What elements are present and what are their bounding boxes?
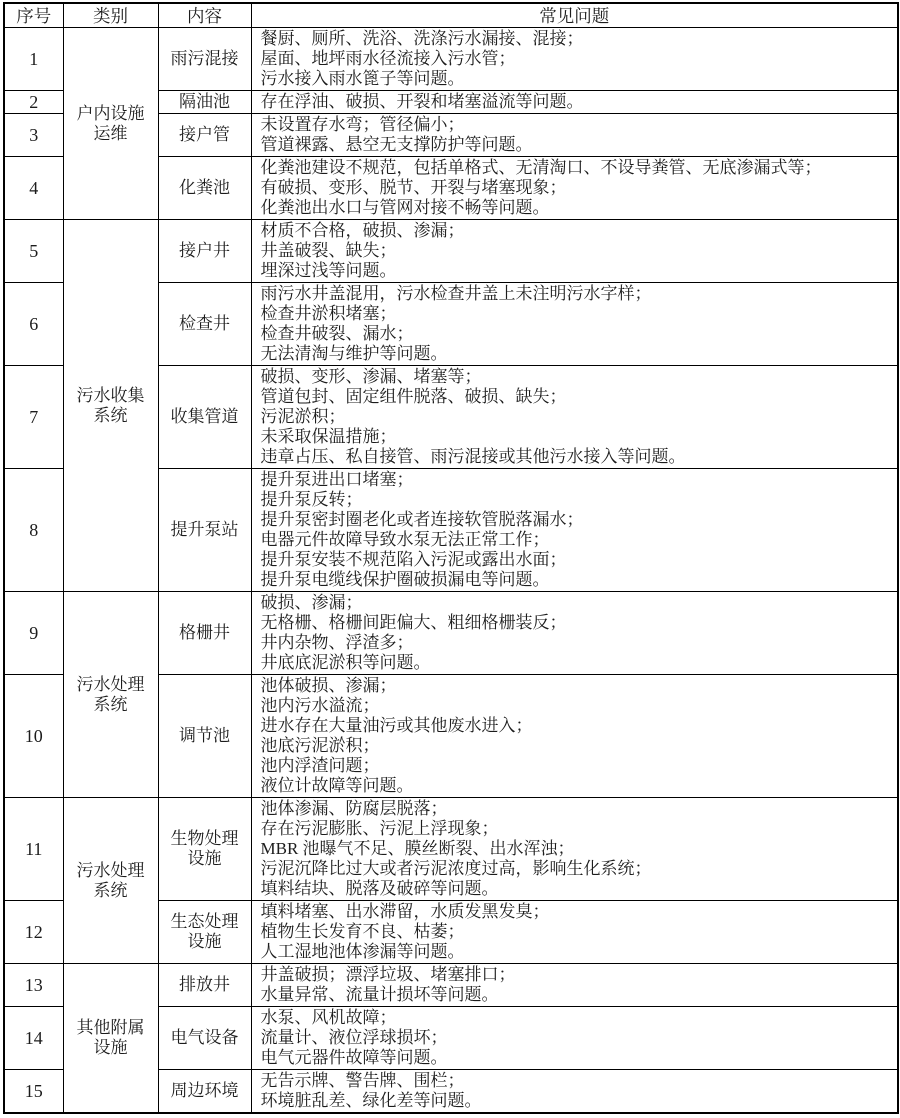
problems-cell-line: 未设置存水弯；管径偏小； [260, 115, 465, 134]
content-cell-line: 收集管道 [170, 407, 239, 426]
content-cell [158, 1070, 251, 1114]
problems-cell-line: 电气元器件故障等问题。 [260, 1048, 448, 1067]
problems-cell-line: 植物生长发育不良、枯萎； [260, 922, 465, 941]
table-row [4, 220, 898, 283]
problems-cell [251, 220, 898, 283]
problems-cell-line: 埋深过浅等问题。 [260, 261, 397, 280]
problems-cell-line: 进水存在大量油污或其他废水进入； [260, 716, 533, 735]
problems-cell [251, 366, 898, 469]
category-cell-line: 系统 [93, 405, 128, 425]
problems-cell-line: 水量异常、流量计损坏等问题。 [260, 985, 499, 1004]
problems-cell-line: 液位计故障等问题。 [260, 776, 414, 795]
content-cell-line: 电气设备 [170, 1028, 239, 1047]
problems-cell [251, 592, 898, 675]
content-cell-line: 排放井 [179, 975, 230, 994]
problems-cell-line: 雨污水井盖混用，污水检查井盖上未注明污水字样； [260, 284, 652, 303]
problems-cell [251, 675, 898, 798]
table-row [4, 964, 898, 1007]
problems-cell-line: 池体渗漏、防腐层脱落； [260, 799, 448, 818]
problems-cell [251, 157, 898, 220]
problems-cell-line: 环境脏乱差、绿化差等问题。 [260, 1091, 482, 1110]
category-cell [63, 220, 158, 592]
problems-cell-line: 检查井破裂、漏水； [260, 324, 414, 343]
header-row [4, 3, 898, 28]
content-cell [158, 964, 251, 1007]
problems-cell-line: 未采取保温措施； [260, 427, 397, 446]
content-cell [158, 114, 251, 157]
problems-cell-line: 有破损、变形、脱节、开裂与堵塞现象； [260, 178, 567, 197]
problems-cell [251, 1007, 898, 1070]
column-header-number: 序号 [4, 3, 63, 28]
problems-cell-line: 管道包封、固定组件脱落、破损、缺失； [260, 387, 567, 406]
content-cell-line: 雨污混接 [170, 49, 239, 68]
row-number-cell: 8 [4, 469, 63, 592]
content-cell [158, 366, 251, 469]
problems-cell-line: 检查井淤积堵塞； [260, 304, 397, 323]
content-cell [158, 469, 251, 592]
content-cell [158, 1007, 251, 1070]
content-cell [158, 675, 251, 798]
category-cell [63, 798, 158, 964]
content-cell-line: 接户井 [179, 241, 230, 260]
problems-cell-line: 存在浮油、破损、开裂和堵塞溢流等问题。 [260, 92, 584, 111]
problems-cell-line: 提升泵密封圈老化或者连接软管脱落漏水； [260, 510, 584, 529]
problems-cell-line: 池内污水溢流； [260, 696, 380, 715]
content-cell-line: 周边环境 [170, 1081, 239, 1100]
problems-cell-line: 违章占压、私自接管、雨污混接或其他污水接入等问题。 [260, 447, 686, 466]
problems-cell-line: 井盖破裂、缺失； [260, 241, 397, 260]
content-cell [158, 283, 251, 366]
problems-cell-line: 无告示牌、警告牌、围栏； [260, 1071, 465, 1090]
row-number-cell: 11 [4, 798, 63, 901]
table-header [4, 3, 898, 28]
problems-cell-line: 提升泵安装不规范陷入污泥或露出水面； [260, 550, 567, 569]
problems-cell-line: 水泵、风机故障； [260, 1008, 397, 1027]
content-cell-line: 检查井 [179, 314, 230, 333]
problems-cell-line: 无法清淘与维护等问题。 [260, 344, 448, 363]
problems-cell-line: 化粪池建设不规范，包括单格式、无清淘口、不设导粪管、无底渗漏式等； [260, 158, 822, 177]
content-cell-line: 格栅井 [179, 623, 230, 642]
problems-cell-line: 材质不合格，破损、渗漏； [260, 221, 465, 240]
content-cell [158, 91, 251, 114]
content-cell [158, 28, 251, 91]
table-row [4, 592, 898, 675]
row-number-cell: 14 [4, 1007, 63, 1070]
problems-cell [251, 469, 898, 592]
problems-cell [251, 1070, 898, 1114]
problems-cell-line: 污水接入雨水篦子等问题。 [260, 69, 465, 88]
category-cell [63, 28, 158, 220]
problems-cell [251, 283, 898, 366]
problems-cell [251, 798, 898, 901]
problems-cell-line: 池内浮渣问题； [260, 756, 380, 775]
problems-cell-line: 存在污泥膨胀、污泥上浮现象； [260, 819, 499, 838]
column-header-content: 内容 [158, 3, 251, 28]
problems-cell-line: 污泥淤积； [260, 407, 346, 426]
row-number-cell: 7 [4, 366, 63, 469]
problems-cell-line: 池底污泥淤积； [260, 736, 380, 755]
problems-cell [251, 964, 898, 1007]
problems-cell-line: 池体破损、渗漏； [260, 676, 397, 695]
row-number-cell: 13 [4, 964, 63, 1007]
problems-cell-line: 无格栅、格栅间距偏大、粗细格栅装反； [260, 613, 567, 632]
category-cell-line: 其他附属 [76, 1018, 145, 1037]
category-cell-line: 户内设施 [76, 103, 145, 123]
row-number-cell: 2 [4, 91, 63, 114]
content-cell [158, 901, 251, 964]
problems-cell-line: 提升泵电缆线保护圈破损漏电等问题。 [260, 570, 550, 589]
table-row [4, 798, 898, 901]
problems-cell-line: 管道裸露、悬空无支撑防护等问题。 [260, 135, 533, 154]
problems-cell-line: 井底底泥淤积等问题。 [260, 653, 431, 672]
table-body [4, 28, 898, 1114]
row-number-cell: 4 [4, 157, 63, 220]
content-cell [158, 157, 251, 220]
category-cell-line: 系统 [93, 694, 128, 714]
content-cell-line: 设施 [187, 849, 222, 868]
row-number-cell: 10 [4, 675, 63, 798]
category-cell-line: 污水处理 [76, 674, 145, 694]
row-number-cell: 9 [4, 592, 63, 675]
row-number-cell: 6 [4, 283, 63, 366]
content-cell-line: 隔油池 [179, 92, 230, 111]
problems-cell-line: 餐厨、厕所、洗浴、洗涤污水漏接、混接； [260, 29, 584, 48]
row-number-cell: 1 [4, 28, 63, 91]
problems-cell [251, 114, 898, 157]
category-cell-line: 污水处理 [76, 860, 145, 880]
content-cell-line: 调节池 [179, 726, 230, 745]
content-cell-line: 生物处理 [170, 829, 239, 848]
problems-cell-line: 填料堵塞、出水滞留，水质发黑发臭； [260, 902, 550, 921]
content-cell-line: 设施 [187, 932, 222, 951]
problems-cell-line: 屋面、地坪雨水径流接入污水管； [260, 49, 516, 68]
content-cell-line: 提升泵站 [170, 520, 239, 539]
problems-cell-line: 井盖破损；漂浮垃圾、堵塞排口； [260, 965, 516, 984]
problems-cell-line: 流量计、液位浮球损坏； [260, 1028, 448, 1047]
problems-cell-line: 破损、渗漏； [260, 593, 363, 612]
problems-cell-line: 提升泵反转； [260, 490, 363, 509]
content-cell-line: 化粪池 [179, 178, 230, 197]
content-cell [158, 798, 251, 901]
category-cell-line: 污水收集 [76, 385, 145, 405]
category-cell-line: 运维 [93, 123, 128, 143]
problems-cell-line: 填料结块、脱落及破碎等问题。 [260, 879, 499, 898]
problems-cell [251, 901, 898, 964]
problems-cell [251, 28, 898, 91]
content-cell [158, 592, 251, 675]
problems-cell-line: 污泥沉降比过大或者污泥浓度过高，影响生化系统； [260, 859, 652, 878]
column-header-category: 类别 [63, 3, 158, 28]
category-cell-line: 系统 [93, 880, 128, 900]
row-number-cell: 15 [4, 1070, 63, 1114]
content-cell-line: 生态处理 [170, 912, 239, 931]
column-header-problems: 常见问题 [251, 3, 898, 28]
problems-table [3, 2, 899, 1114]
problems-cell-line: MBR 池曝气不足、膜丝断裂、出水浑浊； [260, 839, 575, 858]
row-number-cell: 12 [4, 901, 63, 964]
content-cell [158, 220, 251, 283]
problems-cell-line: 电器元件故障导致水泵无法正常工作； [260, 530, 550, 549]
content-cell-line: 接户管 [179, 125, 230, 144]
problems-cell-line: 化粪池出水口与管网对接不畅等问题。 [260, 198, 550, 217]
category-cell [63, 964, 158, 1114]
problems-cell [251, 91, 898, 114]
problems-cell-line: 提升泵进出口堵塞； [260, 470, 414, 489]
problems-cell-line: 井内杂物、浮渣多； [260, 633, 414, 652]
category-cell [63, 592, 158, 798]
problems-cell-line: 破损、变形、渗漏、堵塞等； [260, 367, 482, 386]
table-row [4, 28, 898, 91]
problems-cell-line: 人工湿地池体渗漏等问题。 [260, 942, 465, 961]
category-cell-line: 设施 [93, 1038, 128, 1057]
row-number-cell: 3 [4, 114, 63, 157]
row-number-cell: 5 [4, 220, 63, 283]
